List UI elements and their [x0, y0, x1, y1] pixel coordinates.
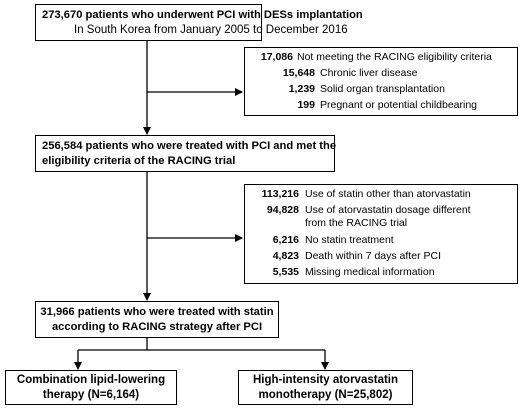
exclusion2-count: 94,828 — [266, 204, 299, 216]
exclusion2-count: 5,535 — [272, 266, 299, 278]
exclusion1-count: 15,648 — [282, 67, 315, 79]
exclusion-box-2 — [244, 184, 518, 284]
exclusion2-label: Death within 7 days after PCI — [305, 250, 441, 262]
initial-population-line1: 273,670 patients who underwent PCI with DESs implantation — [42, 9, 363, 21]
combination-therapy-line1: Combination lipid-lowering — [16, 374, 166, 386]
exclusion2-label: Use of statin other than atorvastatin — [305, 188, 471, 200]
exclusion1-count: 1,239 — [288, 83, 315, 95]
eligible-population-line2: eligibility criteria of the RACING trial — [42, 155, 236, 167]
monotherapy-line2: monotherapy (N=25,802) — [258, 389, 393, 401]
combination-therapy-line2: therapy (N=6,164) — [42, 389, 140, 401]
monotherapy-line1: High-intensity atorvastatin — [252, 374, 399, 386]
exclusion1-label: Pregnant or potential childbearing — [320, 99, 478, 111]
exclusion2-label: Missing medical information — [305, 266, 435, 278]
statin-population-box — [35, 301, 279, 338]
exclusion1-count: 17,086 — [260, 51, 293, 63]
exclusion1-label: Not meeting the RACING eligibility criteria — [297, 51, 492, 63]
initial-population-box — [35, 4, 363, 41]
exclusion-box-1 — [244, 47, 518, 116]
eligible-population-line1: 256,584 patients who were treated with PCI and met the — [42, 140, 337, 152]
exclusion1-count: 199 — [297, 99, 315, 111]
statin-population-line2: according to RACING strategy after PCI — [51, 321, 263, 333]
combination-therapy-box — [5, 370, 177, 405]
statin-population-line1: 31,966 patients who were treated with statin — [40, 306, 274, 318]
exclusion2-count: 4,823 — [272, 250, 299, 262]
exclusion2-label: No statin treatment — [305, 234, 394, 246]
exclusion1-label: Solid organ transplantation — [320, 83, 445, 95]
exclusion2-label: Use of atorvastatin dosage different — [305, 204, 471, 216]
exclusion2-label-cont: from the RACING trial — [305, 217, 408, 229]
exclusion2-count: 113,216 — [261, 188, 299, 200]
monotherapy-box — [238, 370, 413, 405]
initial-population-line2: In South Korea from January 2005 to December 2016 — [74, 24, 348, 36]
exclusion1-label: Chronic liver disease — [320, 67, 418, 79]
exclusion2-count: 6,216 — [272, 234, 299, 246]
eligible-population-box — [35, 135, 335, 172]
